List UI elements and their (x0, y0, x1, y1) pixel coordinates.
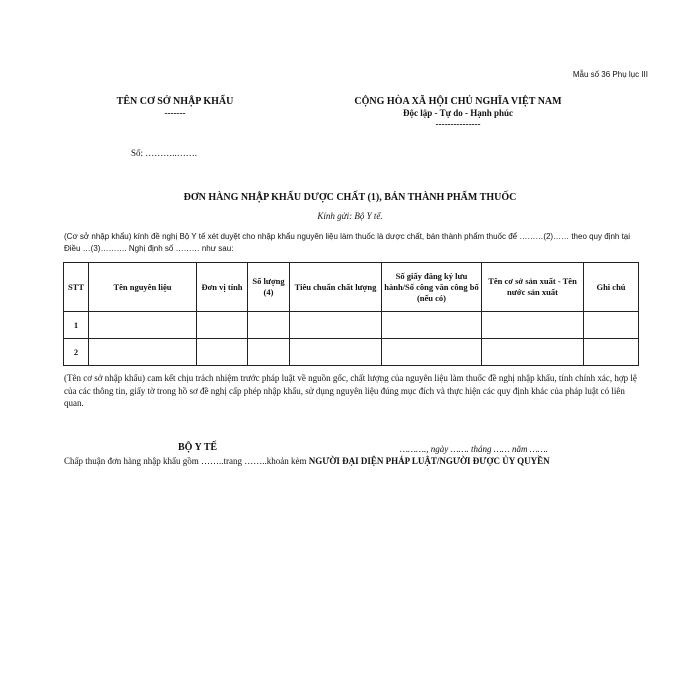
intro-paragraph: (Cơ sở nhập khẩu) kính đề nghị Bộ Y tế xét duyệt cho nhập khẩu nguyên liệu làm thuốc là dược chất, bán thành phẩm thuốc để ………(2)…… theo quy định tại Điều …(3)………. Nghị định số ……… như sau: (64, 232, 631, 253)
unit-cell (197, 339, 248, 366)
registration-number-cell (382, 339, 482, 366)
quality-standard-cell (290, 312, 382, 339)
header-quality-standard: Tiêu chuẩn chất lượng (290, 263, 382, 312)
header-notes: Ghi chú (584, 263, 639, 312)
date-line: ………., ngày ……. tháng …… năm ……. (400, 444, 549, 454)
row-number: 2 (64, 339, 89, 366)
national-title: CỘNG HÒA XÃ HỘI CHỦ NGHĨA VIỆT NAM (354, 96, 562, 107)
ministry-signature-heading: BỘ Y TẾ (178, 442, 218, 453)
importer-name-heading: TÊN CƠ SỞ NHẬP KHẨU (116, 96, 234, 107)
approval-line (64, 456, 550, 466)
registration-number-cell (382, 312, 482, 339)
quantity-cell (248, 312, 290, 339)
commitment-paragraph: (Tên cơ sở nhập khẩu) cam kết chịu trách nhiệm trước pháp luật về nguồn gốc, chất lượng của nguyên liệu làm thuốc đề nghị nhập khẩu, tính chính xác, hợp lệ của các thông tin, giấy tờ trong hồ sơ đề nghị cấp phép nhập khẩu, sử dụng nguyên liệu đúng mục đích và thực hiện các quy định khác của pháp luật có liên quan. (64, 373, 637, 408)
header-registration-number: Số giấy đăng ký lưu hành/Số công văn công bố (nếu có) (382, 263, 482, 312)
notes-cell (584, 312, 639, 339)
motto-divider: --------------- (435, 119, 481, 129)
representative-heading: NGƯỜI ĐẠI DIỆN PHÁP LUẬT/NGƯỜI ĐƯỢC ỦY QUYỀN (308, 456, 550, 466)
manufacturer-cell (482, 339, 584, 366)
notes-cell (584, 339, 639, 366)
recipient-line: Kính gửi: Bộ Y tế. (317, 211, 383, 221)
national-motto: Độc lập - Tự do - Hạnh phúc (402, 108, 513, 118)
header-quantity: Số lượng (4) (248, 263, 290, 312)
header-material-name: Tên nguyên liệu (89, 263, 197, 312)
unit-cell (197, 312, 248, 339)
import-items-table (63, 262, 639, 366)
material-name-cell (89, 339, 197, 366)
form-number: Mẫu số 36 Phụ lục III (572, 70, 648, 79)
header-manufacturer: Tên cơ sở sản xuất - Tên nước sản xuất (482, 263, 584, 312)
table-row (64, 312, 639, 339)
material-name-cell (89, 312, 197, 339)
manufacturer-cell (482, 312, 584, 339)
quantity-cell (248, 339, 290, 366)
table-row (64, 339, 639, 366)
row-number: 1 (64, 312, 89, 339)
quality-standard-cell (290, 339, 382, 366)
approval-text: Chấp thuận đơn hàng nhập khẩu gồm ……..trang ……..khoản kèm (64, 456, 307, 466)
header-unit: Đơn vị tính (197, 263, 248, 312)
document-title: ĐƠN HÀNG NHẬP KHẨU DƯỢC CHẤT (1), BÁN THÀNH PHẨM THUỐC (183, 192, 517, 203)
document-number: Số: ………..……. (131, 148, 198, 158)
importer-divider: ------- (164, 108, 186, 118)
header-stt: STT (64, 263, 89, 312)
table-header-row (64, 263, 639, 312)
